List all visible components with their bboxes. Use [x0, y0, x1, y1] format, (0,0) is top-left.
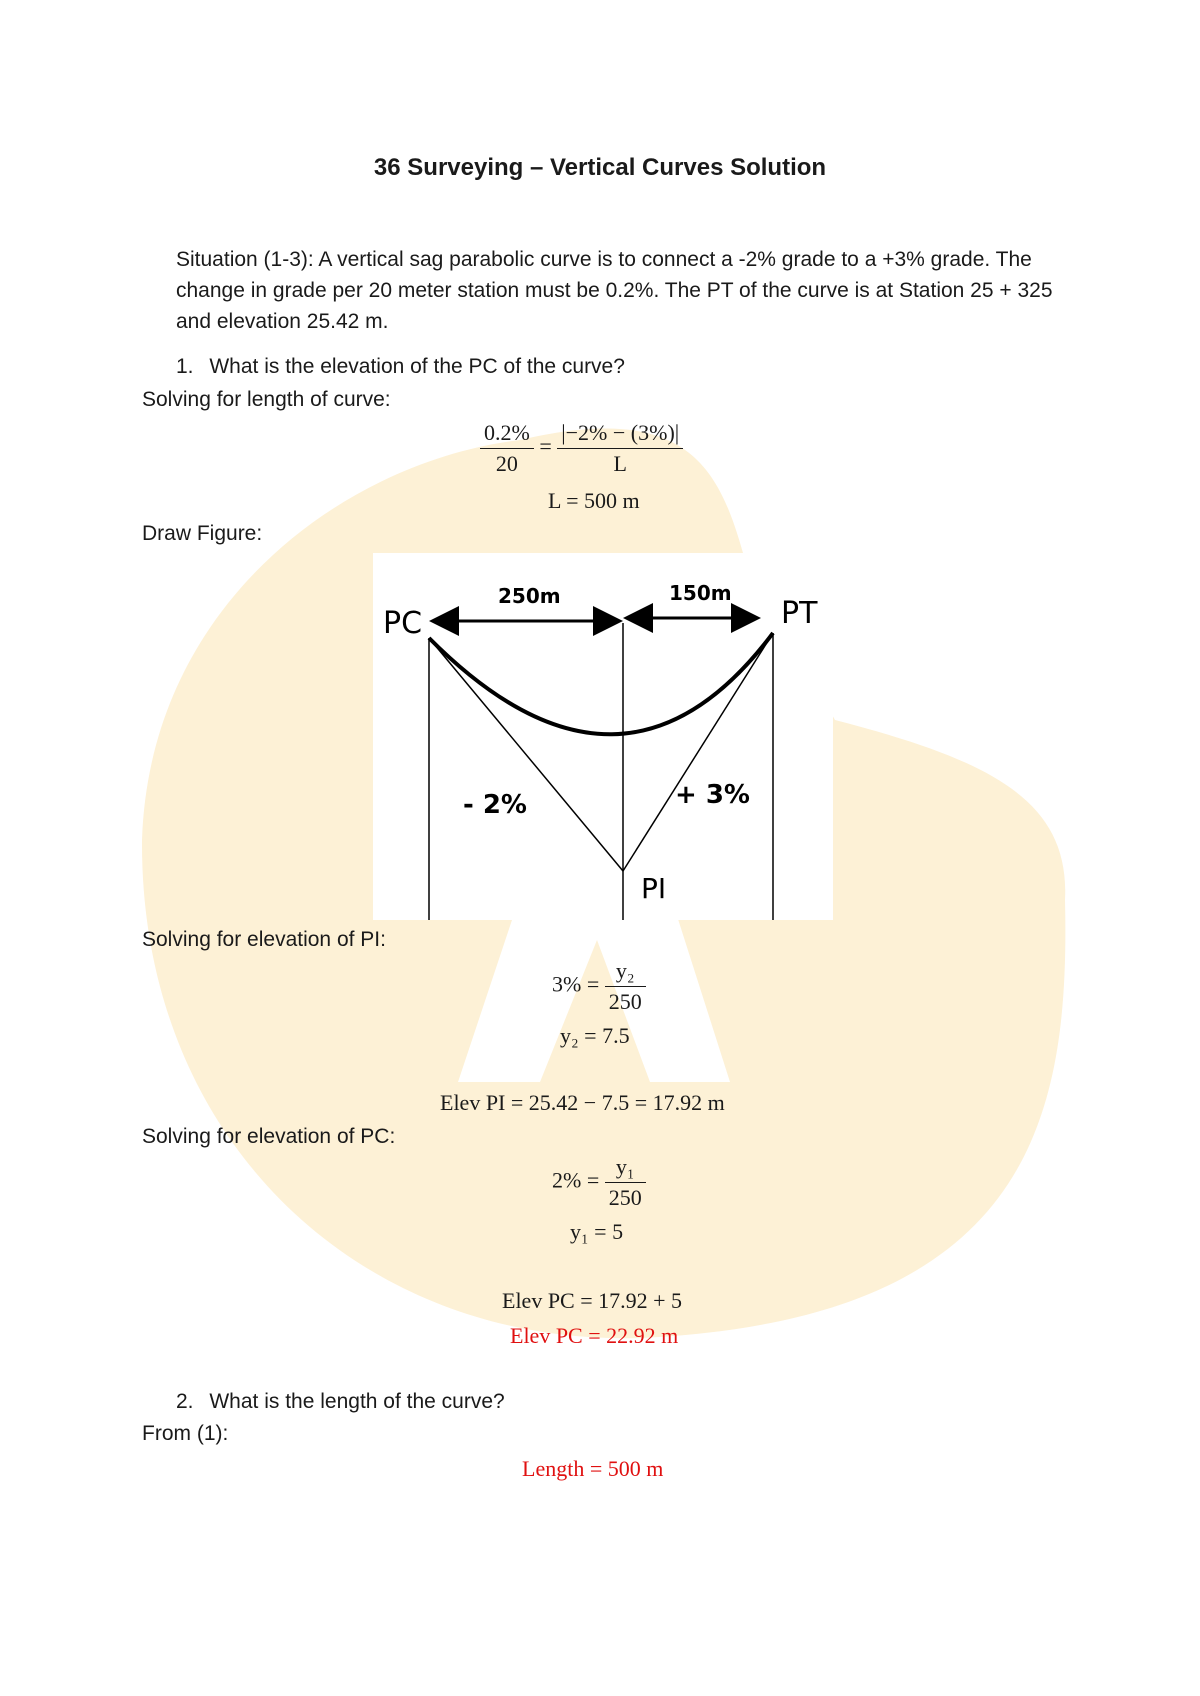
pc-label: PC: [383, 606, 423, 641]
length-eq-fraction-left: [480, 418, 534, 479]
pi-eq-fraction: [605, 956, 646, 1017]
grade-right-label: + 3%: [675, 780, 750, 810]
pc-grade-equation: [552, 1152, 646, 1213]
solving-length-label: Solving for length of curve:: [142, 388, 391, 411]
length-eq-rhs-den: L: [613, 451, 627, 476]
pc-eq-den: 250: [608, 1185, 642, 1210]
elev-pi-equation: Elev PI = 25.42 − 7.5 = 17.92 m: [440, 1090, 725, 1115]
question-1: [176, 355, 625, 379]
pc-eq-fraction: [605, 1152, 646, 1213]
from-1-label: From (1):: [142, 1422, 229, 1445]
length-answer: Length = 500 m: [522, 1456, 664, 1481]
pc-eq-lhs: 2% =: [552, 1167, 600, 1193]
question-1-text: What is the elevation of the PC of the curve?: [209, 355, 625, 378]
question-2-text: What is the length of the curve?: [209, 1390, 505, 1413]
y1-result: y₁ = 5: [570, 1219, 624, 1244]
pi-eq-den: 250: [608, 989, 642, 1014]
question-2-number: 2.: [176, 1390, 194, 1413]
elev-pc-answer: Elev PC = 22.92 m: [510, 1323, 679, 1348]
solving-pi-label: Solving for elevation of PI:: [142, 928, 386, 951]
y2-result: y₂ = 7.5: [560, 1023, 630, 1048]
draw-figure-label: Draw Figure:: [142, 522, 263, 545]
length-eq-fraction-right: [557, 418, 683, 479]
page-title: 36 Surveying – Vertical Curves Solution: [373, 154, 827, 181]
pi-label: PI: [641, 872, 667, 905]
question-1-number: 1.: [176, 355, 194, 378]
right-tangent-line: [623, 633, 773, 871]
pt-label: PT: [781, 596, 818, 631]
pi-grade-equation: [552, 956, 646, 1017]
situation-text: Situation (1-3): A vertical sag parabolic curve is to connect a -2% grade to a +3% grade. The change in grade per 20 meter station must be 0.2%. The PT of the curve is at Station 25 + 325 and elevation 25.42 m.: [176, 248, 1053, 333]
length-eq-num: 0.2%: [480, 418, 534, 449]
solving-pc-label: Solving for elevation of PC:: [142, 1125, 396, 1148]
dim-left-label: 250m: [498, 584, 561, 608]
pi-eq-num: y₂: [605, 956, 646, 987]
pc-eq-num: y₁: [605, 1152, 646, 1183]
length-result: L = 500 m: [548, 488, 640, 513]
left-tangent-line: [429, 638, 623, 871]
question-2: [176, 1390, 505, 1414]
pi-eq-lhs: 3% =: [552, 971, 600, 997]
dim-right-label: 150m: [669, 581, 732, 605]
sag-curve: [429, 633, 773, 734]
vertical-curve-figure: [373, 553, 833, 920]
length-eq-den: 20: [495, 451, 518, 476]
length-eq-equals: =: [539, 433, 552, 459]
grade-left-label: - 2%: [463, 790, 527, 820]
length-eq-rhs-num: |−2% − (3%)|: [557, 418, 683, 449]
elev-pc-equation: Elev PC = 17.92 + 5: [502, 1288, 683, 1313]
length-equation: [480, 418, 720, 479]
